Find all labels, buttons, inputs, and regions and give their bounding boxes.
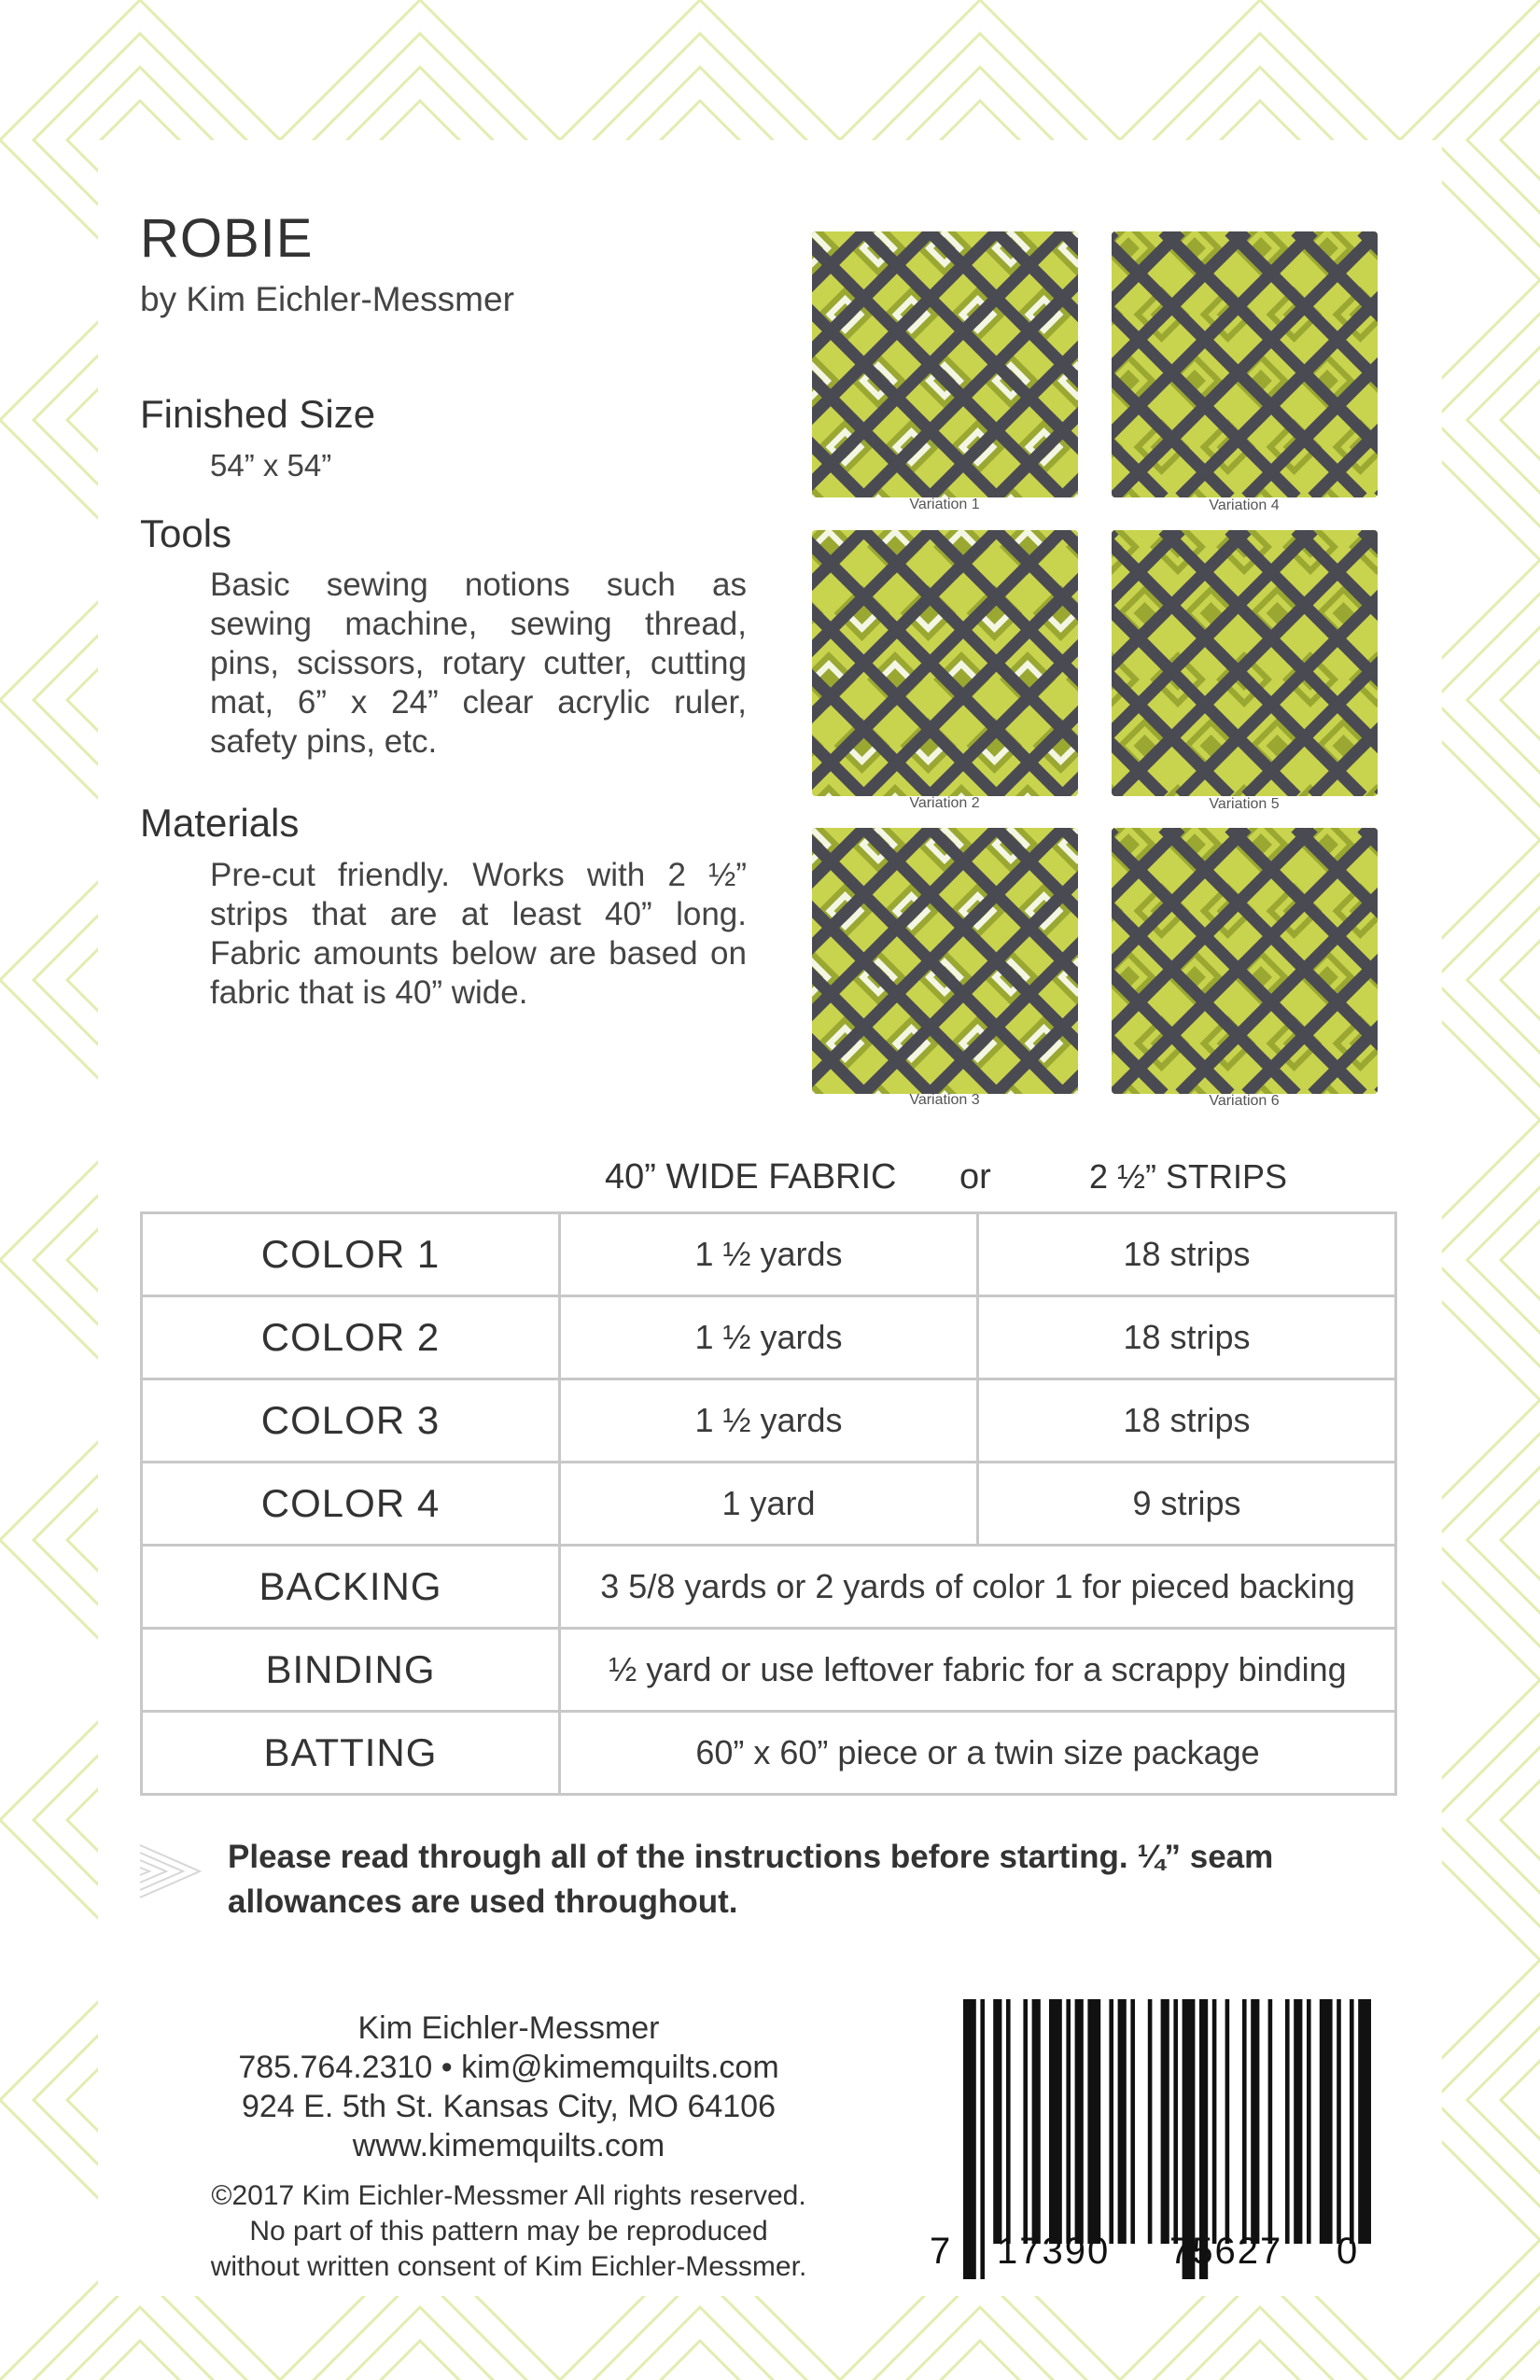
variation-label: Variation 6 (1209, 1093, 1280, 1109)
binding-amount: ½ yard or use leftover fabric for a scrappy binding (560, 1629, 1396, 1712)
barcode-bar (1337, 1999, 1341, 2244)
copyright-line: ©2017 Kim Eichler-Messmer All rights reserved. (211, 2180, 806, 2211)
background-diamond (347, 2307, 493, 2380)
background-diamond (1467, 1747, 1540, 1893)
barcode-bar (1161, 1999, 1169, 2244)
barcode-bar (1307, 1999, 1311, 2244)
copyright-line: without written consent of Kim Eichler-Messmer. (210, 2251, 807, 2282)
variation-label: Variation 4 (1209, 497, 1280, 513)
barcode-bar (1066, 1999, 1071, 2244)
background-diamond (1434, 874, 1540, 1086)
copyright-block (140, 2178, 877, 2285)
background-diamond (1467, 347, 1540, 493)
barcode-bar (1320, 1999, 1333, 2244)
materials-text: Pre-cut friendly. Works with 2 ½” strips that are at least 40” long. Fabric amounts below are based on fabric that is 40” wide. (210, 857, 747, 1011)
quilt-variation-2 (812, 530, 1078, 796)
contact-block (140, 2009, 877, 2165)
barcode-bar (1358, 1999, 1371, 2244)
barcode-bar (980, 1999, 985, 2279)
background-diamond (101, 2341, 179, 2380)
background-diamond (1467, 907, 1540, 1053)
strip-amount: 9 strips (978, 1463, 1396, 1546)
tools-heading: Tools (140, 511, 232, 555)
background-diamond (627, 2307, 773, 2380)
background-diamond (1221, 2341, 1299, 2380)
background-diamond (1434, 34, 1540, 246)
background-diamond (1434, 1994, 1540, 2206)
fabric-amount: 1 ½ yards (560, 1379, 978, 1463)
background-diamond (67, 2307, 213, 2380)
barcode-bar (1109, 1999, 1113, 2244)
contact-name: Kim Eichler-Messmer (357, 2010, 660, 2046)
copyright-line: No part of this pattern may be reproduced (249, 2216, 768, 2247)
barcode-bar (1285, 1999, 1290, 2244)
strips-column-heading: 2 ½” STRIPS (1089, 1157, 1288, 1196)
background-diamond (1467, 627, 1540, 773)
background-diamond (1501, 661, 1540, 739)
instructions-note: Please read through all of the instructions before starting. ¼” seam allowances are used throughout. (228, 1839, 1274, 1920)
designer-byline: by Kim Eichler-Messmer (140, 280, 514, 318)
background-diamond (1434, 314, 1540, 526)
barcode-bar (1350, 1999, 1354, 2244)
strip-amount: 18 strips (978, 1213, 1396, 1296)
barcode-bar (1225, 1999, 1230, 2244)
tools-text: Basic sewing notions such as sewing machine, sewing thread, pins, scissors, rotary cutter, cutting mat, 6” x 24” clear acrylic ruler, safety pins, etc. (210, 567, 747, 760)
row-label: COLOR 1 (142, 1213, 560, 1296)
strip-amount: 18 strips (978, 1296, 1396, 1379)
chevron-arrow-icon (138, 1843, 203, 1899)
table-row (142, 1213, 1396, 1296)
barcode-bar (1049, 1999, 1062, 2244)
background-diamond (1467, 1467, 1540, 1613)
background-diamond (1467, 2027, 1540, 2173)
barcode-bar (1242, 1999, 1247, 2244)
quilt-variation-1 (812, 231, 1078, 497)
background-diamond (1501, 2061, 1540, 2139)
background-diamond (907, 2307, 1053, 2380)
variation-label: Variation 5 (1209, 796, 1280, 812)
barcode-bar (1075, 1999, 1084, 2244)
background-diamond (1467, 1187, 1540, 1333)
table-row (142, 1463, 1396, 1546)
or-heading: or (959, 1157, 991, 1197)
barcode-bar (993, 1999, 1001, 2244)
table-row (142, 1379, 1396, 1463)
barcode-bar (963, 1999, 976, 2279)
variation-label: Variation 3 (909, 1092, 980, 1108)
batting-amount: 60” x 60” piece or a twin size package (560, 1712, 1396, 1795)
quilt-variation-4 (1112, 231, 1378, 497)
barcode-bar (1173, 1999, 1178, 2244)
barcode-bar (1251, 1999, 1259, 2244)
row-label: BINDING (142, 1629, 560, 1712)
row-label: BATTING (142, 1712, 560, 1795)
fabric-amount: 1 ½ yards (560, 1213, 978, 1296)
background-diamond (1501, 2341, 1540, 2380)
background-diamond (1501, 1501, 1540, 1579)
quilt-variation-5 (1112, 530, 1378, 796)
row-label: COLOR 2 (142, 1296, 560, 1379)
row-label: COLOR 3 (142, 1379, 560, 1463)
table-row (142, 1712, 1396, 1795)
barcode-bar (1294, 1999, 1302, 2244)
background-diamond (1434, 1434, 1540, 1646)
barcode-digit-left: 7 (930, 2231, 951, 2272)
backing-amount: 3 5/8 yards or 2 yards of color 1 for pieced backing (560, 1546, 1396, 1629)
barcode-bar (1087, 1999, 1100, 2244)
row-label: BACKING (142, 1546, 560, 1629)
barcode-group-2: 75627 (1169, 2231, 1283, 2272)
variation-label: Variation 2 (909, 795, 980, 811)
finished-size-value: 54” x 54” (210, 448, 332, 483)
background-diamond (1501, 1221, 1540, 1299)
background-diamond (381, 2341, 459, 2380)
background-diamond (1467, 2307, 1540, 2380)
barcode-bar (1006, 1999, 1011, 2244)
row-label: COLOR 4 (142, 1463, 560, 1546)
table-row (142, 1546, 1396, 1629)
background-diamond (1501, 381, 1540, 459)
contact-website[interactable]: www.kimemquilts.com (352, 2128, 665, 2163)
quilt-variation-6 (1112, 828, 1378, 1094)
barcode-bar (1148, 1999, 1153, 2244)
table-row (142, 1629, 1396, 1712)
barcode-bar (1130, 1999, 1135, 2244)
barcode-digit-right: 0 (1337, 2231, 1358, 2272)
contact-phone-email: 785.764.2310 • kim@kimemquilts.com (238, 2050, 779, 2085)
contact-address: 924 E. 5th St. Kansas City, MO 64106 (241, 2089, 776, 2124)
background-diamond (1434, 1154, 1540, 1366)
table-row (142, 1296, 1396, 1379)
quilt-variations-grid (812, 231, 1381, 1118)
variation-label: Variation 1 (909, 497, 980, 512)
background-diamond (1501, 101, 1540, 179)
background-diamond (661, 2341, 739, 2380)
finished-size-heading: Finished Size (140, 392, 376, 436)
quilt-variation-3 (812, 828, 1078, 1094)
fabric-amount: 1 yard (560, 1463, 978, 1546)
background-diamond (1434, 1714, 1540, 1926)
pattern-title: ROBIE (140, 208, 314, 269)
barcode-bar (1032, 1999, 1041, 2244)
strip-amount: 18 strips (978, 1379, 1396, 1463)
barcode-group-1: 17390 (997, 2231, 1111, 2272)
fabric-column-heading: 40” WIDE FABRIC (605, 1157, 897, 1197)
background-diamond (1187, 2307, 1333, 2380)
background-diamond (1434, 594, 1540, 806)
background-diamond (1501, 1781, 1540, 1859)
barcode-bar (1023, 1999, 1028, 2244)
materials-heading: Materials (140, 801, 300, 845)
background-diamond (1467, 67, 1540, 213)
background-diamond (941, 2341, 1019, 2380)
barcode-bar (1268, 1999, 1273, 2244)
background-diamond (1434, 2274, 1540, 2380)
fabric-requirements-table (140, 1211, 1397, 1796)
fabric-amount: 1 ½ yards (560, 1296, 978, 1379)
background-diamond (1501, 941, 1540, 1019)
barcode-bar (1118, 1999, 1127, 2244)
barcode-bar (1212, 1999, 1217, 2244)
